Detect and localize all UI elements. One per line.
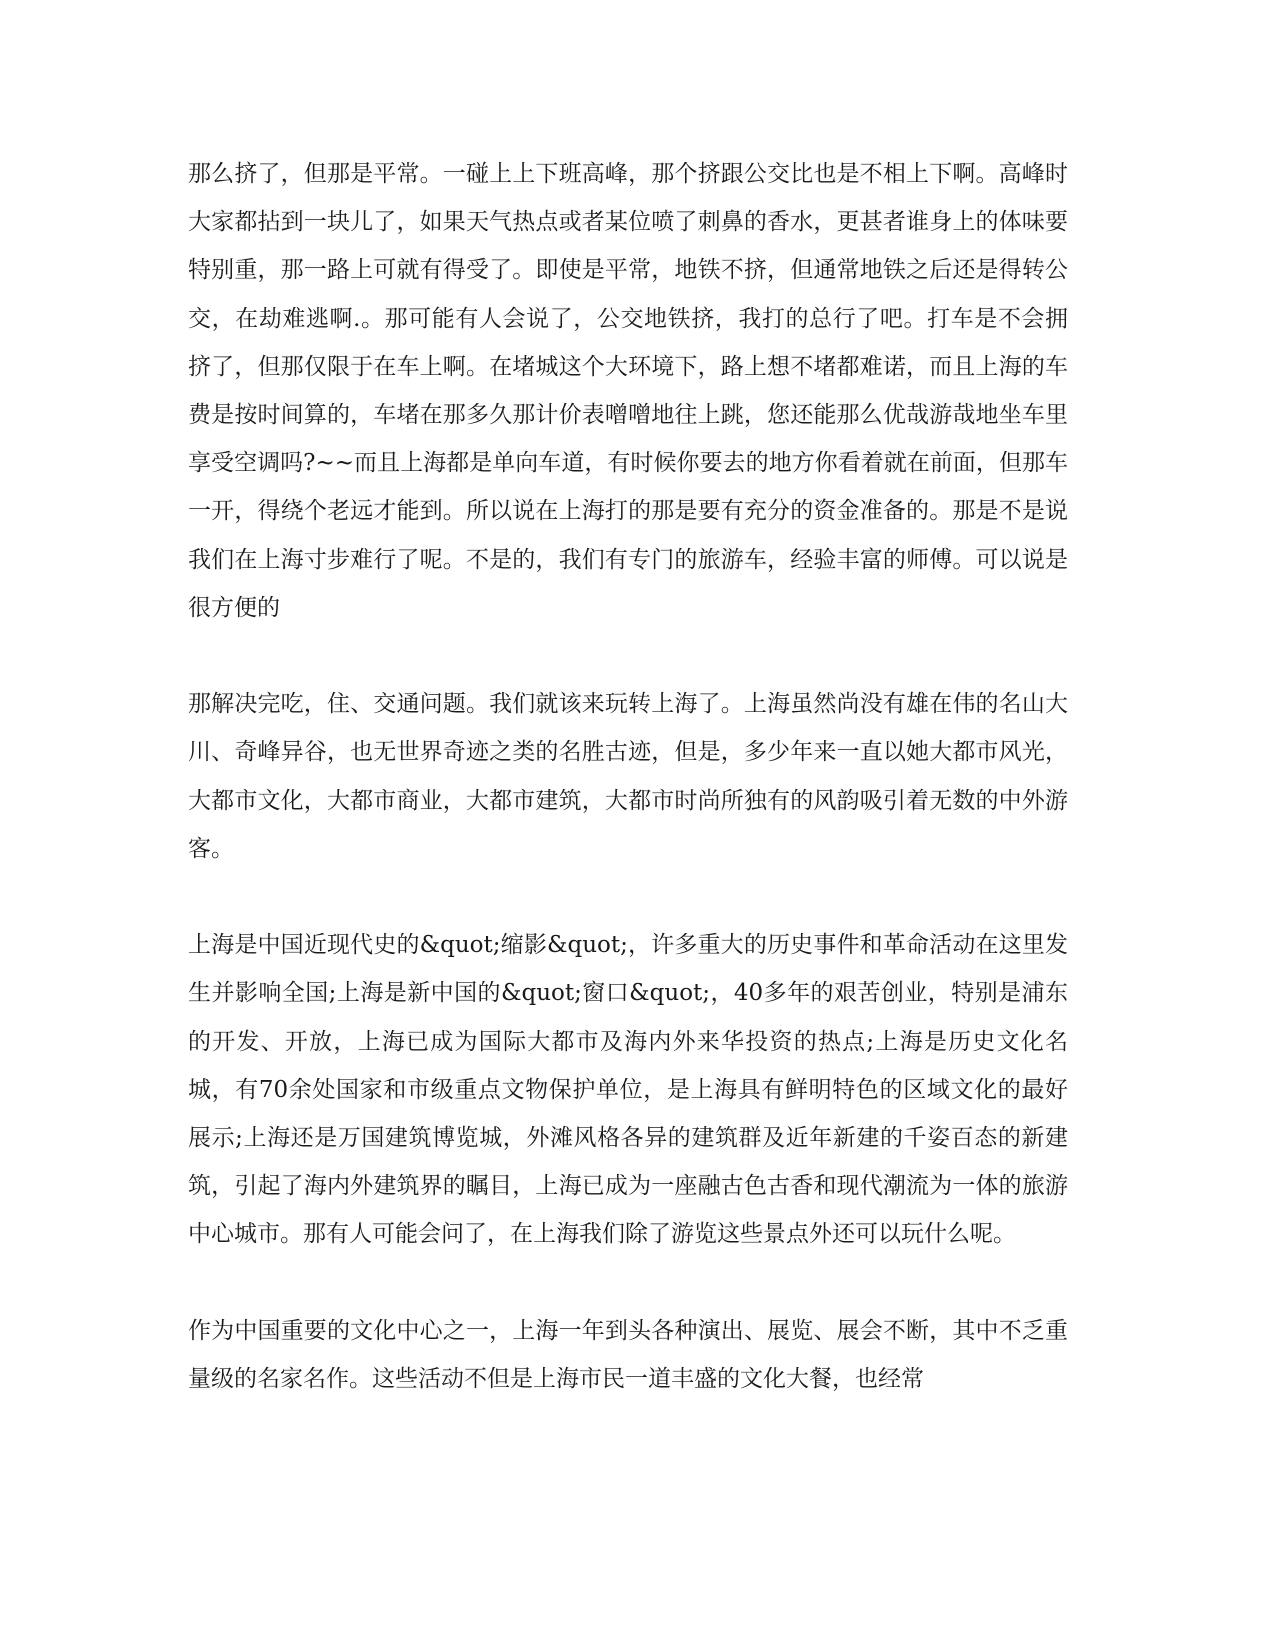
paragraph-intro-play: 那解决完吃，住、交通问题。我们就该来玩转上海了。上海虽然尚没有雄在伟的名山大川、奇峰异谷，也无世界奇迹之类的名胜古迹，但是，多少年来一直以她大都市风光，大都市文化，大都市商业，大都市建筑，大都市时尚所独有的风韵吸引着无数的中外游客。	[188, 691, 1068, 862]
paragraph-history: 上海是中国近现代史的&quot;缩影&quot;，许多重大的历史事件和革命活动在这里发生并影响全国;上海是新中国的&quot;窗口&quot;，40多年的艰苦创业，特别是浦东的开发、开放，上海已成为国际大都市及海内外来华投资的热点;上海是历史文化名城，有70余处国家和市级重点文物保护单位，是上海具有鲜明特色的区域文化的最好展示;上海还是万国建筑博览城，外滩风格各异的建筑群及近年新建的千姿百态的新建筑，引起了海内外建筑界的瞩目，上海已成为一座融古色古香和现代潮流为一体的旅游中心城市。那有人可能会问了，在上海我们除了游览这些景点外还可以玩什么呢。	[188, 932, 1068, 1248]
document-body	[188, 150, 1068, 1403]
paragraph-culture: 作为中国重要的文化中心之一，上海一年到头各种演出、展览、展会不断，其中不乏重量级的名家名作。这些活动不但是上海市民一道丰盛的文化大餐，也经常	[188, 1317, 1068, 1393]
paragraph-transport: 那么挤了，但那是平常。一碰上上下班高峰，那个挤跟公交比也是不相上下啊。高峰时大家都拈到一块儿了，如果天气热点或者某位喷了刺鼻的香水，更甚者谁身上的体味要特别重，那一路上可就有得受了。即使是平常，地铁不挤，但通常地铁之后还是得转公交，在劫难逃啊.。那可能有人会说了，公交地铁挤，我打的总行了吧。打车是不会拥挤了，但那仅限于在车上啊。在堵城这个大环境下，路上想不堵都难诺，而且上海的车费是按时间算的，车堵在那多久那计价表噌噌地往上跳，您还能那么优哉游哉地坐车里享受空调吗?~~而且上海都是单向车道，有时候你要去的地方你看着就在前面，但那车一开，得绕个老远才能到。所以说在上海打的那是要有充分的资金准备的。那是不是说我们在上海寸步难行了呢。不是的，我们有专门的旅游车，经验丰富的师傅。可以说是很方便的	[188, 161, 1068, 621]
